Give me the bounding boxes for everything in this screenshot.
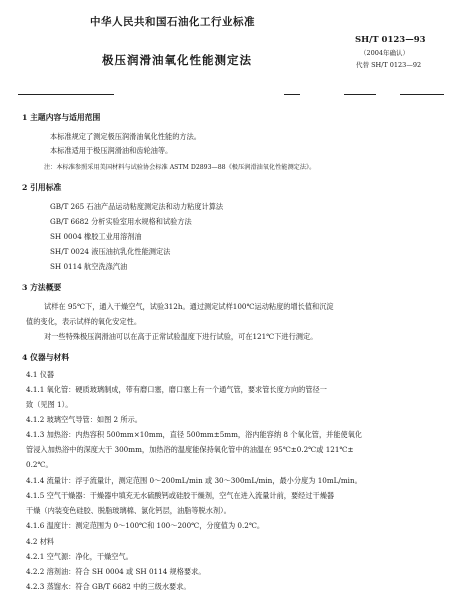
body-line: 值的变化，表示试样的氧化安定性。 bbox=[26, 317, 142, 326]
clause-line: 4.1 仪器 bbox=[26, 370, 55, 379]
issuing-organization: 中华人民共和国石油化工行业标准 bbox=[90, 16, 255, 28]
clause-line: 致（见图 1）。 bbox=[26, 400, 73, 409]
standard-code: SH/T 0123—93 bbox=[355, 35, 426, 45]
edition-note: （2004年确认） bbox=[360, 49, 410, 57]
clause-line: 0.2℃。 bbox=[26, 460, 53, 469]
section-heading-4: 4 仪器与材料 bbox=[22, 353, 70, 362]
header-rule-4 bbox=[400, 94, 444, 95]
header-rule-1 bbox=[18, 94, 114, 95]
section-heading-2: 2 引用标准 bbox=[22, 183, 62, 192]
section-heading-3: 3 方法概要 bbox=[22, 283, 62, 292]
clause-line: 4.1.1 氧化管：硬质玻璃制成，带有磨口塞，磨口塞上有一个通气管，要求管长度方向的管径一 bbox=[26, 385, 327, 394]
clause-line: 4.2.3 蒸馏水：符合 GB/T 6682 中的三级水要求。 bbox=[26, 582, 191, 591]
clause-line: 4.1.4 流量计：浮子流量计，测定范围 0～200mL/min 或 30～300mL/min，最小分度为 10mL/min。 bbox=[26, 476, 362, 485]
body-line: 本标准适用于极压润滑油和齿轮油等。 bbox=[50, 146, 173, 155]
footnote: 注：本标准参照采用美国材料与试验协会标准 ASTM D2893—88《极压润滑油氧化性能测定法》。 bbox=[44, 164, 316, 171]
clause-line: 4.2.2 溶剂油：符合 SH 0004 或 SH 0114 规格要求。 bbox=[26, 567, 206, 576]
reference-item: GB/T 6682 分析实验室用水规格和试验方法 bbox=[50, 217, 192, 226]
clause-line: 4.2 材料 bbox=[26, 537, 55, 546]
body-line: 试样在 95℃下，通入干燥空气，试验312h。通过测定试样100℃运动粘度的增长值和沉淀 bbox=[44, 302, 334, 311]
clause-line: 4.2.1 空气源：净化，干燥空气。 bbox=[26, 552, 133, 561]
body-line: 本标准规定了测定极压润滑油氧化性能的方法。 bbox=[50, 132, 201, 141]
clause-line: 4.1.3 加热浴：内热容积 500mm×10mm，直径 500mm±5mm，浴内能容纳 8 个氧化管，并能使氧化 bbox=[26, 430, 363, 439]
clause-line: 4.1.2 玻璃空气导管：如图 2 所示。 bbox=[26, 415, 142, 424]
reference-item: SH 0114 航空洗涤汽油 bbox=[50, 262, 128, 271]
body-line: 对一些特殊极压润滑油可以在高于正常试验温度下进行试验，可在121℃下进行测定。 bbox=[44, 332, 318, 341]
clause-line: 4.1.6 温度计：测定范围为 0～100℃和 100～200℃，分度值为 0.2℃。 bbox=[26, 521, 265, 530]
reference-item: SH/T 0024 液压油抗乳化性能测定法 bbox=[50, 247, 171, 256]
section-heading-1: 1 主题内容与适用范围 bbox=[22, 113, 101, 122]
header-rule-3 bbox=[344, 94, 376, 95]
reference-item: SH 0004 橡胶工业用溶剂油 bbox=[50, 232, 142, 241]
clause-line: 4.1.5 空气干燥器：干燥器中填充无水硫酸钙或硅胶干燥剂，空气在进入流量计前，要经过干燥器 bbox=[26, 491, 335, 500]
replaces-note: 代替 SH/T 0123—92 bbox=[356, 61, 422, 69]
header-rule-2 bbox=[284, 94, 300, 95]
standard-title: 极压润滑油氧化性能测定法 bbox=[102, 53, 252, 67]
reference-item: GB/T 265 石油产品运动粘度测定法和动力粘度计算法 bbox=[50, 202, 224, 211]
clause-line: 管浸入加热浴中的深度大于 300mm，加热浴的温度能保持氧化管中的油温在 95℃±0.2℃或 121℃± bbox=[26, 445, 354, 454]
clause-line: 干燥（内装变色硅胶、脱脂玻璃棉、氯化钙层，油脂等脱水剂）。 bbox=[26, 506, 231, 515]
